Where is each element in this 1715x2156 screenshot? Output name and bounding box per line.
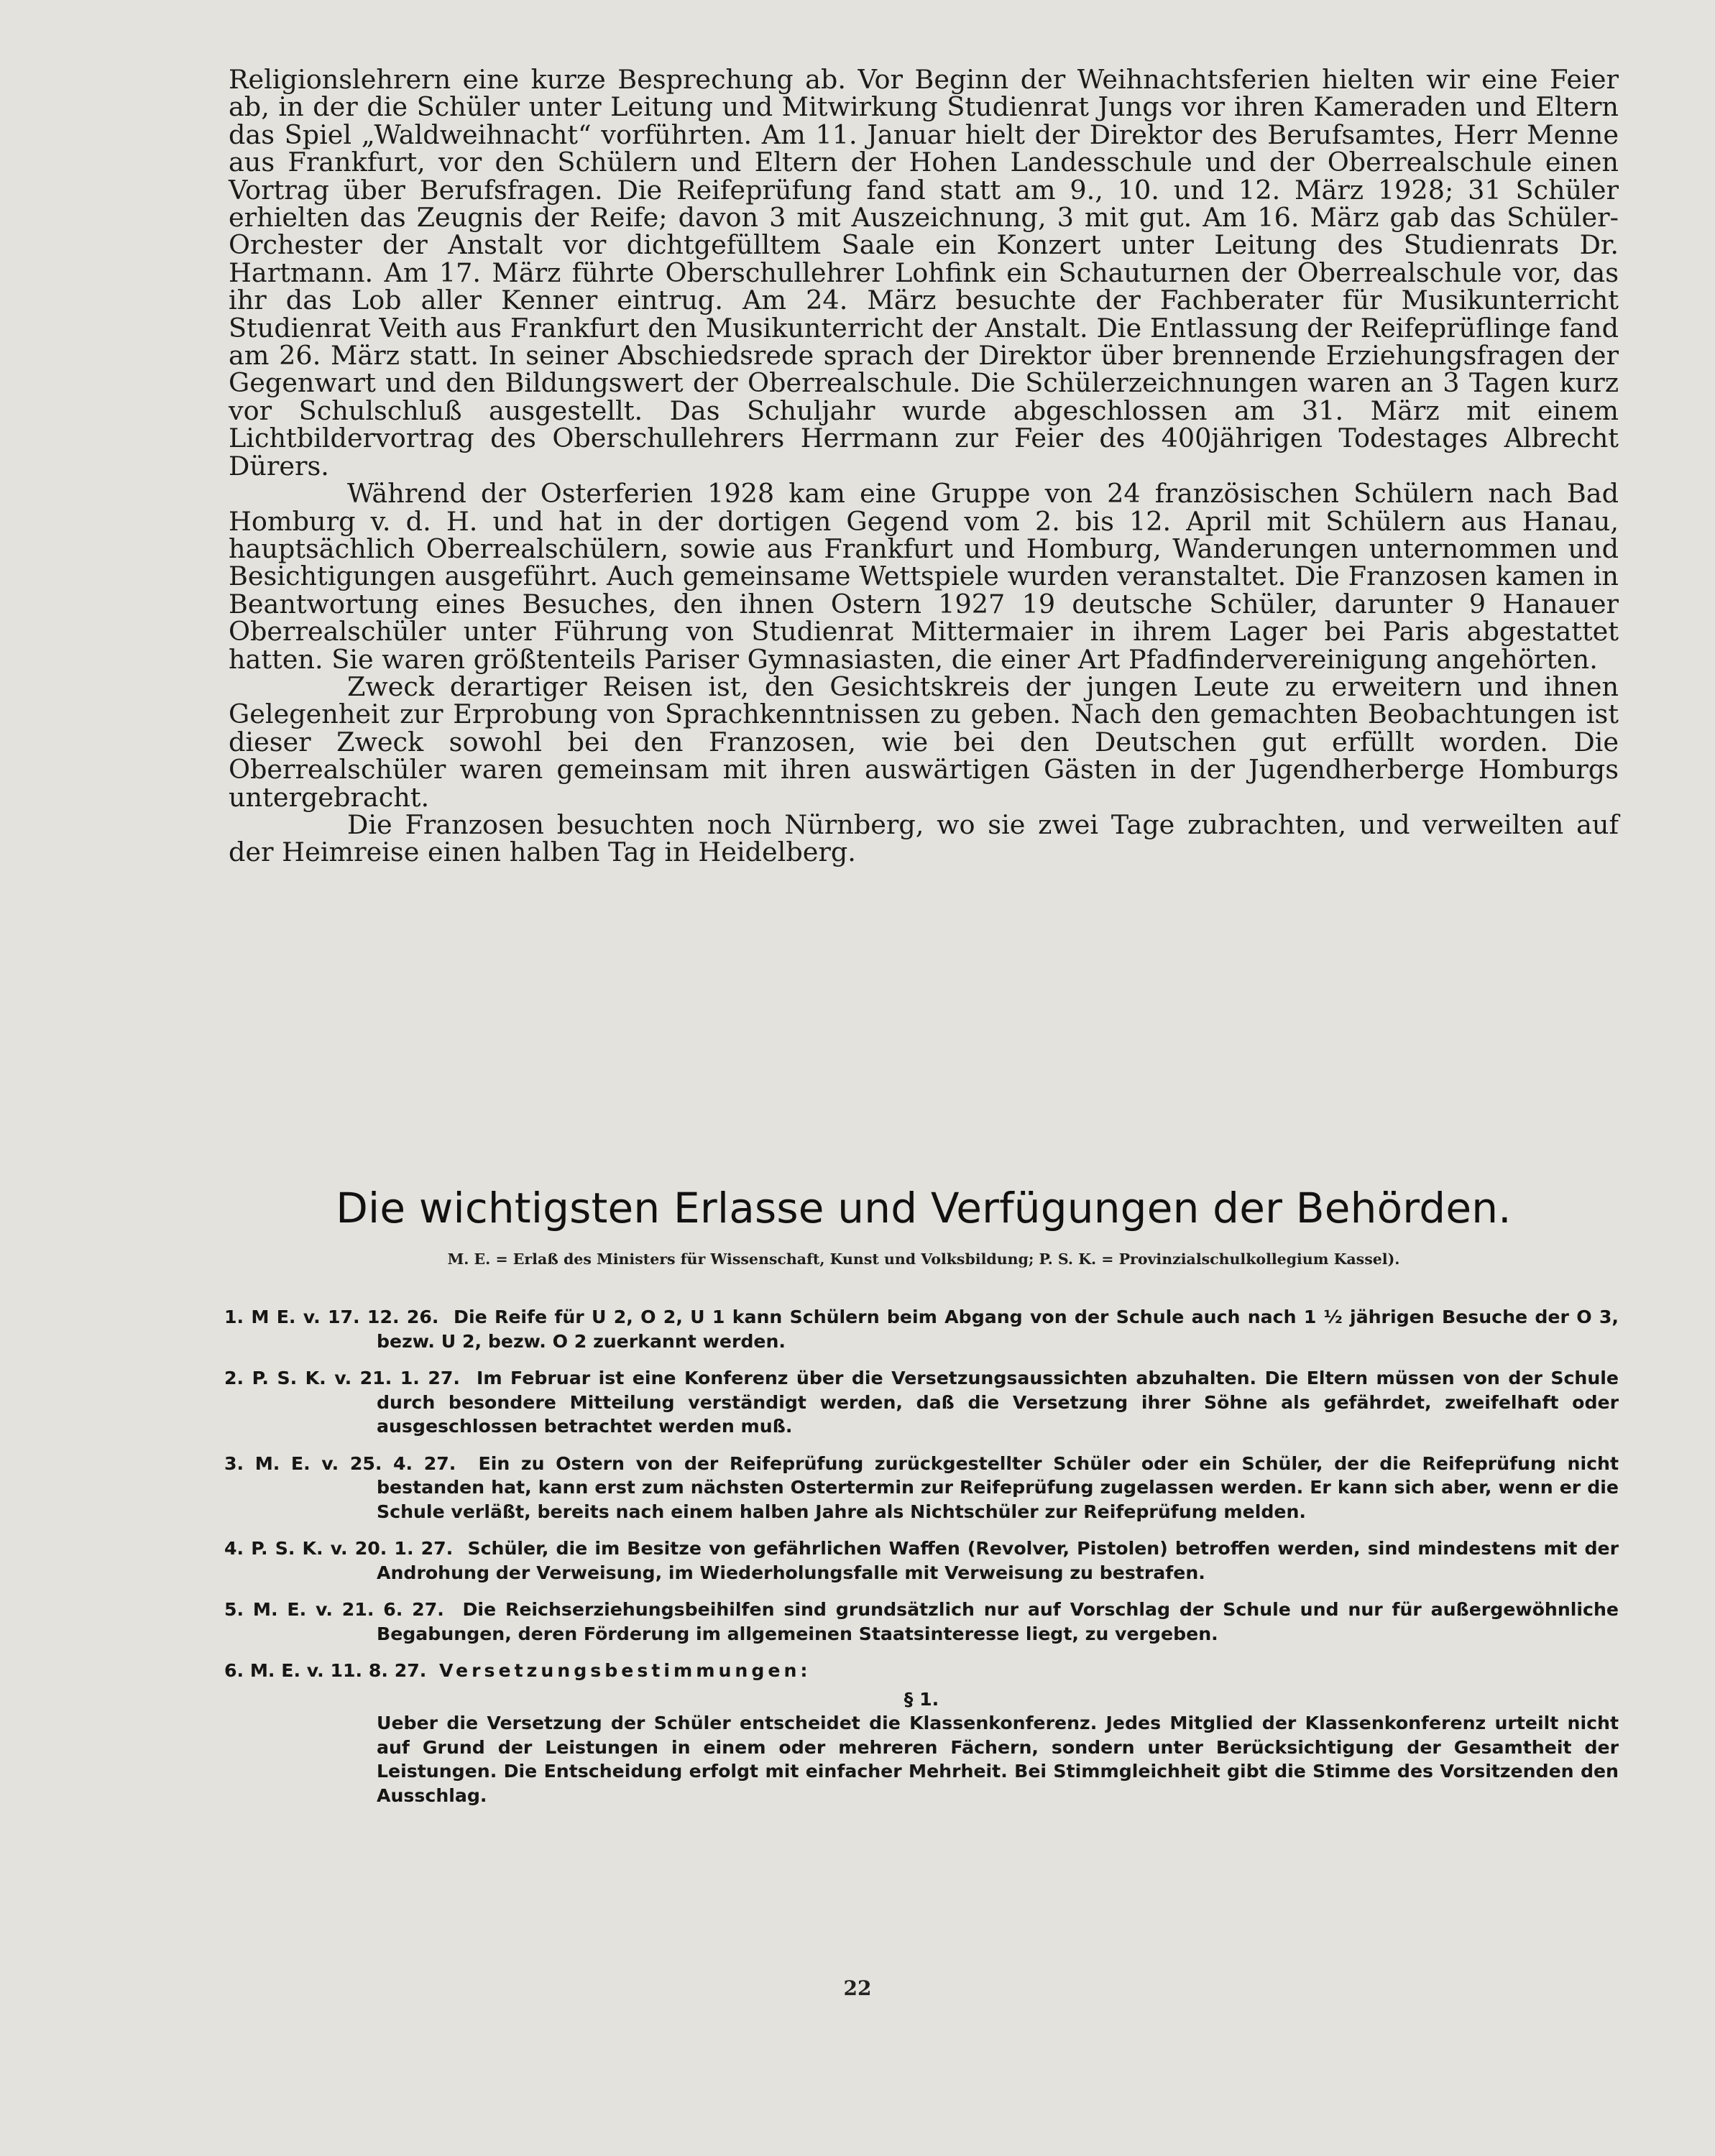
decree-item <box>224 1598 1619 1646</box>
decree-text: Schüler, die im Besitze von gefährlichen Waffen (Revolver, Pistolen) betroffen werden, sind mindestens mit der Androhung der Verweisung, im Wiederholungsfalle mit Verweisung zu bestrafen. <box>377 1538 1619 1583</box>
decree-item <box>224 1452 1619 1524</box>
decree-reference: 1. M E. v. 17. 12. 26. <box>224 1307 439 1327</box>
decree-list <box>224 1305 1619 1807</box>
decree-text: Die Reichserziehungsbeihilfen sind grundsätzlich nur auf Vorschlag der Schule und nur für außergewöhnliche Begabungen, deren Förderung im allgemeinen Staatsinteresse liegt, zu vergeben. <box>377 1599 1619 1644</box>
section-title: Die wichtigsten Erlasse und Verfügungen der Behörden. <box>336 1184 1512 1233</box>
body-paragraph: Während der Osterferien 1928 kam eine Gruppe von 24 französischen Schülern nach Bad Homburg v. d. H. und hat in der dortigen Gegend vom 2. bis 12. April mit Schülern aus Hanau, hauptsächlich Oberrealschülern, sowie aus Frankfurt und Homburg, Wanderungen unternommen und Besichtigungen ausgeführt. Auch gemeinsame Wettspiele wurden veranstaltet. Die Franzosen kamen in Beantwortung eines Besuches, den ihnen Ostern 1927 19 deutsche Schüler, darunter 9 Hanauer Oberrealschüler unter Führung von Studienrat Mittermaier in ihrem Lager bei Paris abgestattet hatten. Sie waren größtenteils Pariser Gymnasiasten, die einer Art Pfadfindervereinigung angehörten. <box>229 478 1619 675</box>
decree-text: Im Februar ist eine Konferenz über die Versetzungsaussichten abzuhalten. Die Eltern müssen von der Schule durch besondere Mitteilung verständigt werden, daß die Versetzung ihrer Söhne als gefährdet, zweifelhaft oder ausgeschlossen betrachtet werden muß. <box>377 1368 1619 1437</box>
abbreviation-legend: M. E. = Erlaß des Ministers für Wissenschaft, Kunst und Volksbildung; P. S. K. = Provinzialschulkollegium Kassel). <box>447 1250 1400 1268</box>
decree-reference: 6. M. E. v. 11. 8. 27. <box>224 1660 427 1681</box>
decree-reference: 4. P. S. K. v. 20. 1. 27. <box>224 1538 454 1559</box>
body-paragraph: Zweck derartiger Reisen ist, den Gesichtskreis der jungen Leute zu erweitern und ihnen Gelegenheit zur Erprobung von Sprachkenntnissen zu geben. Nach den gemachten Beobachtungen ist dieser Zweck sowohl bei den Franzosen, wie bei den Deutschen gut erfüllt worden. Die Oberrealschüler waren gemeinsam mit ihren auswärtigen Gästen in der Jugendherberge Homburgs untergebracht. <box>229 671 1619 813</box>
paragraph-text: Ueber die Versetzung der Schüler entscheidet die Klassenkonferenz. Jedes Mitglied der Klassenkonferenz urteilt nicht auf Grund der Leistungen in einem oder mehreren Fächern, sondern unter Berücksichtigung der Gesamtheit der Leistungen. Die Entscheidung erfolgt mit einfacher Mehrheit. Bei Stimmgleichheit gibt die Stimme des Vorsitzenden den Ausschlag. <box>377 1713 1619 1806</box>
decree-reference: 5. M. E. v. 21. 6. 27. <box>224 1599 444 1620</box>
paragraph-sign: § 1. <box>904 1688 939 1710</box>
decree-item <box>224 1305 1619 1353</box>
body-paragraph: Die Franzosen besuchten noch Nürnberg, wo sie zwei Tage zubrachten, und verweilten auf der Heimreise einen halben Tag in Heidelberg. <box>229 808 1619 868</box>
decree-reference: 3. M. E. v. 25. 4. 27. <box>224 1452 456 1474</box>
decree-item <box>224 1366 1619 1439</box>
body-text <box>229 66 1619 867</box>
decree-text: Ein zu Ostern von der Reifeprüfung zurückgestellter Schüler oder ein Schüler, der die Reifeprüfung nicht bestanden hat, kann erst zum nächsten Ostertermin zur Reifeprüfung zugelassen werden. Er kann sich aber, wenn er die Schule verläßt, bereits nach einem halben Jahre als Nichtschüler zur Reifeprüfung melden. <box>377 1452 1619 1522</box>
decree-reference: 2. P. S. K. v. 21. 1. 27. <box>224 1368 460 1388</box>
decree-item <box>224 1537 1619 1585</box>
body-paragraph: Religionslehrern eine kurze Besprechung ab. Vor Beginn der Weihnachtsferien hielten wir eine Feier ab, in der die Schüler unter Leitung und Mitwirkung Studienrat Jungs vor ihren Kameraden und Eltern das Spiel „Waldweihnacht“ vorführten. Am 11. Januar hielt der Direktor des Berufsamtes, Herr Menne aus Frankfurt, vor den Schülern und Eltern der Hohen Landesschule und der Oberrealschule einen Vortrag über Berufsfragen. Die Reifeprüfung fand statt am 9., 10. und 12. März 1928; 31 Schüler erhielten das Zeugnis der Reife; davon 3 mit Auszeichnung, 3 mit gut. Am 16. März gab das Schüler-Orchester der Anstalt vor dichtgefülltem Saale ein Konzert unter Leitung des Studienrats Dr. Hartmann. Am 17. März führte Oberschullehrer Lohfink ein Schauturnen der Oberrealschule vor, das ihr das Lob aller Kenner eintrug. Am 24. März besuchte der Fachberater für Musikunterricht Studienrat Veith aus Frankfurt den Musikunterricht der Anstalt. Die Entlassung der Reifeprüflinge fand am 26. März statt. In seiner Abschiedsrede sprach der Direktor über brennende Erziehungsfragen der Gegenwart und den Bildungswert der Oberrealschule. Die Schülerzeichnungen waren an 3 Tagen kurz vor Schulschluß ausgestellt. Das Schuljahr wurde abgeschlossen am 31. März mit einem Lichtbildervortrag des Oberschullehrers Herrmann zur Feier des 400jährigen Todestages Albrecht Dürers. <box>229 64 1619 482</box>
decree-text: Die Reife für U 2, O 2, U 1 kann Schülern beim Abgang von der Schule auch nach 1 ½ jährigen Besuche der O 3, bezw. U 2, bezw. O 2 zuerkannt werden. <box>377 1307 1619 1352</box>
decree-item <box>224 1659 1619 1683</box>
page-number: 22 <box>843 1976 872 2000</box>
decree-text: Versetzungsbestimmungen: <box>438 1660 811 1681</box>
